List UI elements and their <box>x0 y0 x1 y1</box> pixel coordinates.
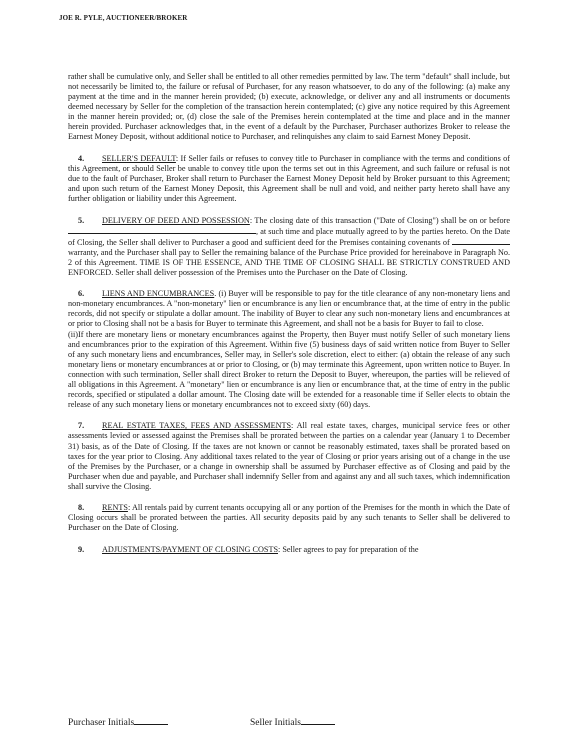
section-number: 6. <box>78 289 85 299</box>
section-5-delivery-of-deed <box>68 216 510 278</box>
section-title: ADJUSTMENTS/PAYMENT OF CLOSING COSTS <box>102 544 278 554</box>
page-header: JOE R. PYLE, AUCTIONEER/BROKER <box>59 14 188 22</box>
seller-initials-label: Seller Initials <box>250 718 301 728</box>
section-text: : All rentals paid by current tenants occupying all or any portion of the Premises for the month in which the Date of Closing occurs shall be prorated between the parties. All security deposits paid by any such tenants to Seller shall be delivered to Purchaser on the Date of Closing. <box>68 503 510 533</box>
section-text: . (i) Buyer will be responsible to pay for the title clearance of any non-monetary liens and non-monetary encumbrances. A "non-monetary" lien or encumbrance is any lien or encumbrance that, at the time of entry in the public records, did not specify or stipulate a dollar amount. The inability of Buyer to clear any such non-monetary liens and encumbrances at or prior to Closing shall not be a basis for Buyer to terminate this Agreement, and shall not be a basis for Buyer to fail to close. <box>68 289 511 329</box>
section-7-real-estate-taxes <box>68 421 510 491</box>
contract-body <box>68 72 510 555</box>
section-title: SELLER'S DEFAULT <box>102 153 176 163</box>
section-text: : The closing date of this transaction ("Date of Closing") shall be on or before <box>249 215 510 225</box>
section-number: 9. <box>78 544 85 554</box>
purchaser-initials-label: Purchaser Initials <box>68 718 135 728</box>
section-text: , at such time and place mutually agreed to by the parties hereto. On the Date of Closing, the Seller shall deliver to Purchaser a good and sufficient deed for the Premises containing covenants of <box>68 226 510 247</box>
section-title: REAL ESTATE TAXES, FEES AND ASSESSMENTS <box>102 421 292 431</box>
section-text: warranty, and the Purchaser shall pay to Seller the remaining balance of the Purchase Price provided for hereinabove in Paragraph No. 2 of this Agreement. TIME IS OF THE ESSENCE, AND THE TIME OF CLOSING SHALL BE STRICTLY CONSTRUED AND ENFORCED. Seller shall deliver possession of the Premises unto the Purchaser on the Date of Closing. <box>68 247 510 277</box>
section-title: RENTS <box>102 503 128 513</box>
section-text: : All real estate taxes, charges, municipal service fees or other assessments levied or assessed against the Premises shall be prorated between the parties on a calendar year (January 1 to December 31) basis, as of the Date of Closing. If the taxes are not known or cannot be reasonably estimated, taxes shall be prorated based on taxes for the year prior to Closing. Any additional taxes related to the year of Closing or prior years arising out of a change in the use of the Premises by the Purchaser, or a change in ownership shall be assumed by Purchaser effective as of Closing and paid by the Purchaser when due and payable, and Purchaser shall indemnify Seller from and against any and all such taxes, which indemnification shall survive the Closing. <box>68 421 510 491</box>
section-title: LIENS AND ENCUMBRANCES <box>102 289 215 299</box>
section-number: 5. <box>78 215 85 225</box>
section-4-sellers-default <box>68 154 510 204</box>
section-8-rents <box>68 503 510 533</box>
seller-initials <box>250 716 335 728</box>
section-text-monetary-liens: (ii)If there are monetary liens or monetary encumbrances against the Property, then Buyer must notify Seller of such monetary liens and encumbrances prior to the expiration of this Agreement. Within five (5) business days of said written notice from Buyer to Seller of any such monetary liens and encumbrances, Seller may, in Seller's sole discretion, elect to either: (a) obtain the release of any such monetary liens or monetary encumbrances at or prior to Closing, or (b) may terminate this Agreement, upon written notice to Buyer. In connection with such termination, Seller shall direct Broker to return the Deposit to Buyer, whereupon, the parties will be relieved of all obligations in this Agreement. A "monetary" lien or encumbrance is any lien or encumbrance that, at the time of entry in the public records, specified or stipulated a dollar amount. The Closing date will be extended for a reasonable time if Seller elects to obtain the release of any such monetary liens or monetary encumbrances not to exceed sixty (60) days. <box>68 329 511 409</box>
section-number: 8. <box>78 503 85 513</box>
closing-date-blank[interactable] <box>68 226 256 234</box>
purchaser-initials-field[interactable] <box>134 716 168 725</box>
seller-initials-field[interactable] <box>301 716 335 725</box>
section-title: DELIVERY OF DEED AND POSSESSION <box>102 215 250 225</box>
section-text: : Seller agrees to pay for preparation of the <box>278 544 419 554</box>
default-continuation-paragraph: rather shall be cumulative only, and Seller shall be entitled to all other remedies permitted by law. The term "default" shall include, but not necessarily be limited to, the failure or refusal of Purchaser, for any reason whatsoever, to do any of the following: (a) make any payment at the time and in the manner herein provided; (b) execute, acknowledge, or deliver any and all instruments or documents deemed necessary by Seller for the completion of the transaction herein contemplated; (c) give any notice required by this Agreement in the manner herein provided; or, (d) close the sale of the Premises herein contemplated at the time and place and in the manner herein provided. Purchaser acknowledges that, in the event of a default by the Purchaser, Purchaser authorizes Broker to release the Earnest Money Deposit, without additional notice to Purchaser, and relinquishes any claim to said Earnest Money Deposit. <box>68 72 510 142</box>
purchaser-initials <box>68 716 168 728</box>
section-text: : If Seller fails or refuses to convey title to Purchaser in compliance with the terms and conditions of this Agreement, or should Seller be unable to convey title upon the terms set out in this Agreement, and such failure or refusal is not due to the fault of Purchaser, Broker shall return to Purchaser the Earnest Money Deposit held by Broker pursuant to this Agreement; and upon such return of the Earnest Money Deposit, this Agreement shall be null and void, and neither party hereto shall have any further obligation or liability under this Agreement. <box>68 153 510 204</box>
warranty-type-blank[interactable] <box>452 237 510 245</box>
section-6-liens-and-encumbrances <box>68 289 510 410</box>
section-number: 7. <box>78 421 85 431</box>
section-9-adjustments <box>68 545 510 555</box>
section-number: 4. <box>78 153 85 163</box>
